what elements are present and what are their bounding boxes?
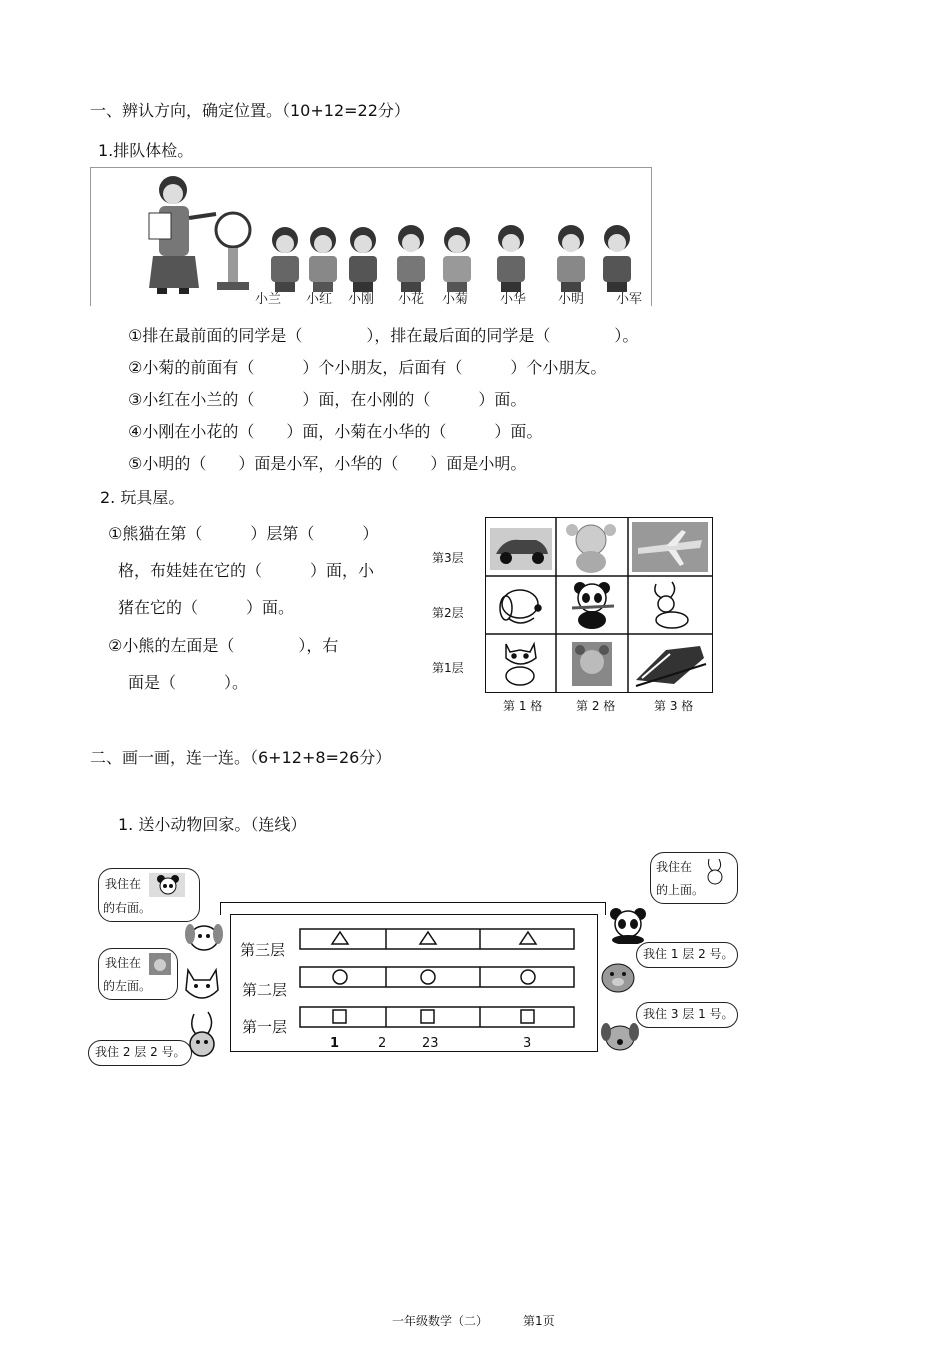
q1-line-2: ②小菊的前面有（ ）个小朋友，后面有（ ）个小朋友。 xyxy=(128,358,607,377)
panda-icon xyxy=(572,582,614,629)
room-number-3: 3 xyxy=(523,1036,532,1051)
child-4 xyxy=(397,225,425,292)
floor-label-2: 第二层 xyxy=(242,981,288,999)
child-name-6: 小华 xyxy=(500,292,527,307)
child-2 xyxy=(309,227,337,292)
airplane-icon xyxy=(632,522,708,572)
rabbit-animal-icon xyxy=(176,1010,230,1066)
row-label-3: 第3层 xyxy=(432,551,464,565)
triangle-icon xyxy=(420,932,436,944)
child-name-5: 小菊 xyxy=(442,292,469,307)
col-label-1: 第 1 格 xyxy=(503,699,543,713)
bear-face-icon xyxy=(572,642,612,686)
footer-page: 第1页 xyxy=(523,1314,555,1328)
col-label-3: 第 3 格 xyxy=(654,699,694,713)
circle-icon xyxy=(521,970,535,984)
teddy-bear-icon xyxy=(566,524,616,573)
child-name-3: 小刚 xyxy=(348,292,375,307)
child-5 xyxy=(443,227,471,292)
section1-title: 一、辨认方向，确定位置。（10+12=22分） xyxy=(90,101,410,120)
panda-animal-icon xyxy=(602,906,656,944)
toy-house-grid xyxy=(485,517,713,693)
panda-icon xyxy=(149,873,185,897)
q2-line-2: 格，布娃娃在它的（ ）面，小 xyxy=(118,561,375,580)
room-number-2: 2 xyxy=(378,1036,387,1051)
car-icon xyxy=(490,528,552,570)
pig-animal-icon xyxy=(598,958,638,996)
square-icon xyxy=(421,1010,434,1023)
triangle-icon xyxy=(332,932,348,944)
square-icon xyxy=(521,1010,534,1023)
rabbit-icon xyxy=(701,857,729,887)
dog-animal-icon xyxy=(598,1018,642,1056)
q1-line-5: ⑤小明的（ ）面是小军，小华的（ ）面是小明。 xyxy=(128,454,527,473)
footer-subject: 一年级数学（二） xyxy=(392,1314,489,1328)
queue-picture xyxy=(91,168,651,306)
child-name-7: 小明 xyxy=(558,292,585,307)
q1-line-4: ④小刚在小花的（ ）面，小菊在小华的（ ）面。 xyxy=(128,422,543,441)
q2-line-5: 面是（ ）。 xyxy=(128,673,249,692)
floor-label-1: 第一层 xyxy=(242,1018,288,1036)
dog-animal-icon xyxy=(180,916,226,960)
speech-bubble-left-1: 我住在 的右面。 xyxy=(98,868,200,922)
speech-bubble-left-2: 我住在 的左面。 xyxy=(98,948,178,1000)
speech-bubble-left-3: 我住 2 层 2 号。 xyxy=(88,1040,192,1066)
dog-icon xyxy=(500,590,541,623)
child-name-1: 小兰 xyxy=(255,292,282,307)
q2-line-4: ②小熊的左面是（ ），右 xyxy=(108,636,339,655)
rabbit-icon xyxy=(655,582,688,628)
q2-title: 2. 玩具屋。 xyxy=(100,488,185,507)
triangle-icon xyxy=(520,932,536,944)
teacher-figure xyxy=(149,176,216,294)
section2-title: 二、画一画，连一连。（6+12+8=26分） xyxy=(90,748,392,767)
height-scale xyxy=(216,213,250,290)
child-6 xyxy=(497,225,525,292)
circle-icon xyxy=(421,970,435,984)
row-label-1: 第1层 xyxy=(432,661,464,675)
circle-icon xyxy=(333,970,347,984)
room-number-23: 23 xyxy=(422,1036,439,1051)
child-8 xyxy=(603,225,631,292)
q1-line-3: ③小红在小兰的（ ）面，在小刚的（ ）面。 xyxy=(128,390,527,409)
cat-icon xyxy=(506,644,536,685)
queue-illustration xyxy=(90,167,652,306)
child-7 xyxy=(557,225,585,292)
cat-animal-icon xyxy=(178,962,226,1008)
train-icon xyxy=(636,646,706,686)
building-rooms xyxy=(298,926,578,1032)
room-number-1: 1 xyxy=(330,1036,340,1051)
child-name-4: 小花 xyxy=(398,292,425,307)
speech-bubble-right-3: 我住 3 层 1 号。 xyxy=(636,1002,738,1028)
row-label-2: 第2层 xyxy=(432,606,464,620)
speech-bubble-right-1: 我住在 的上面。 xyxy=(650,852,738,904)
q1-line-1: ①排在最前面的同学是（ ），排在最后面的同学是（ ）。 xyxy=(128,326,639,345)
s2-q1-title: 1. 送小动物回家。（连线） xyxy=(118,815,307,834)
child-1 xyxy=(271,227,299,292)
q2-line-1: ①熊猫在第（ ）层第（ ） xyxy=(108,524,379,543)
col-label-2: 第 2 格 xyxy=(576,699,616,713)
child-name-2: 小红 xyxy=(306,292,333,307)
q1-title: 1.排队体检。 xyxy=(98,141,194,160)
square-icon xyxy=(333,1010,346,1023)
speech-bubble-right-2: 我住 1 层 2 号。 xyxy=(636,942,738,968)
child-3 xyxy=(349,227,377,292)
floor-label-3: 第三层 xyxy=(240,941,286,959)
child-name-8: 小军 xyxy=(616,292,643,307)
bear-face-icon xyxy=(149,953,171,975)
q2-line-3: 猪在它的（ ）面。 xyxy=(118,598,295,617)
